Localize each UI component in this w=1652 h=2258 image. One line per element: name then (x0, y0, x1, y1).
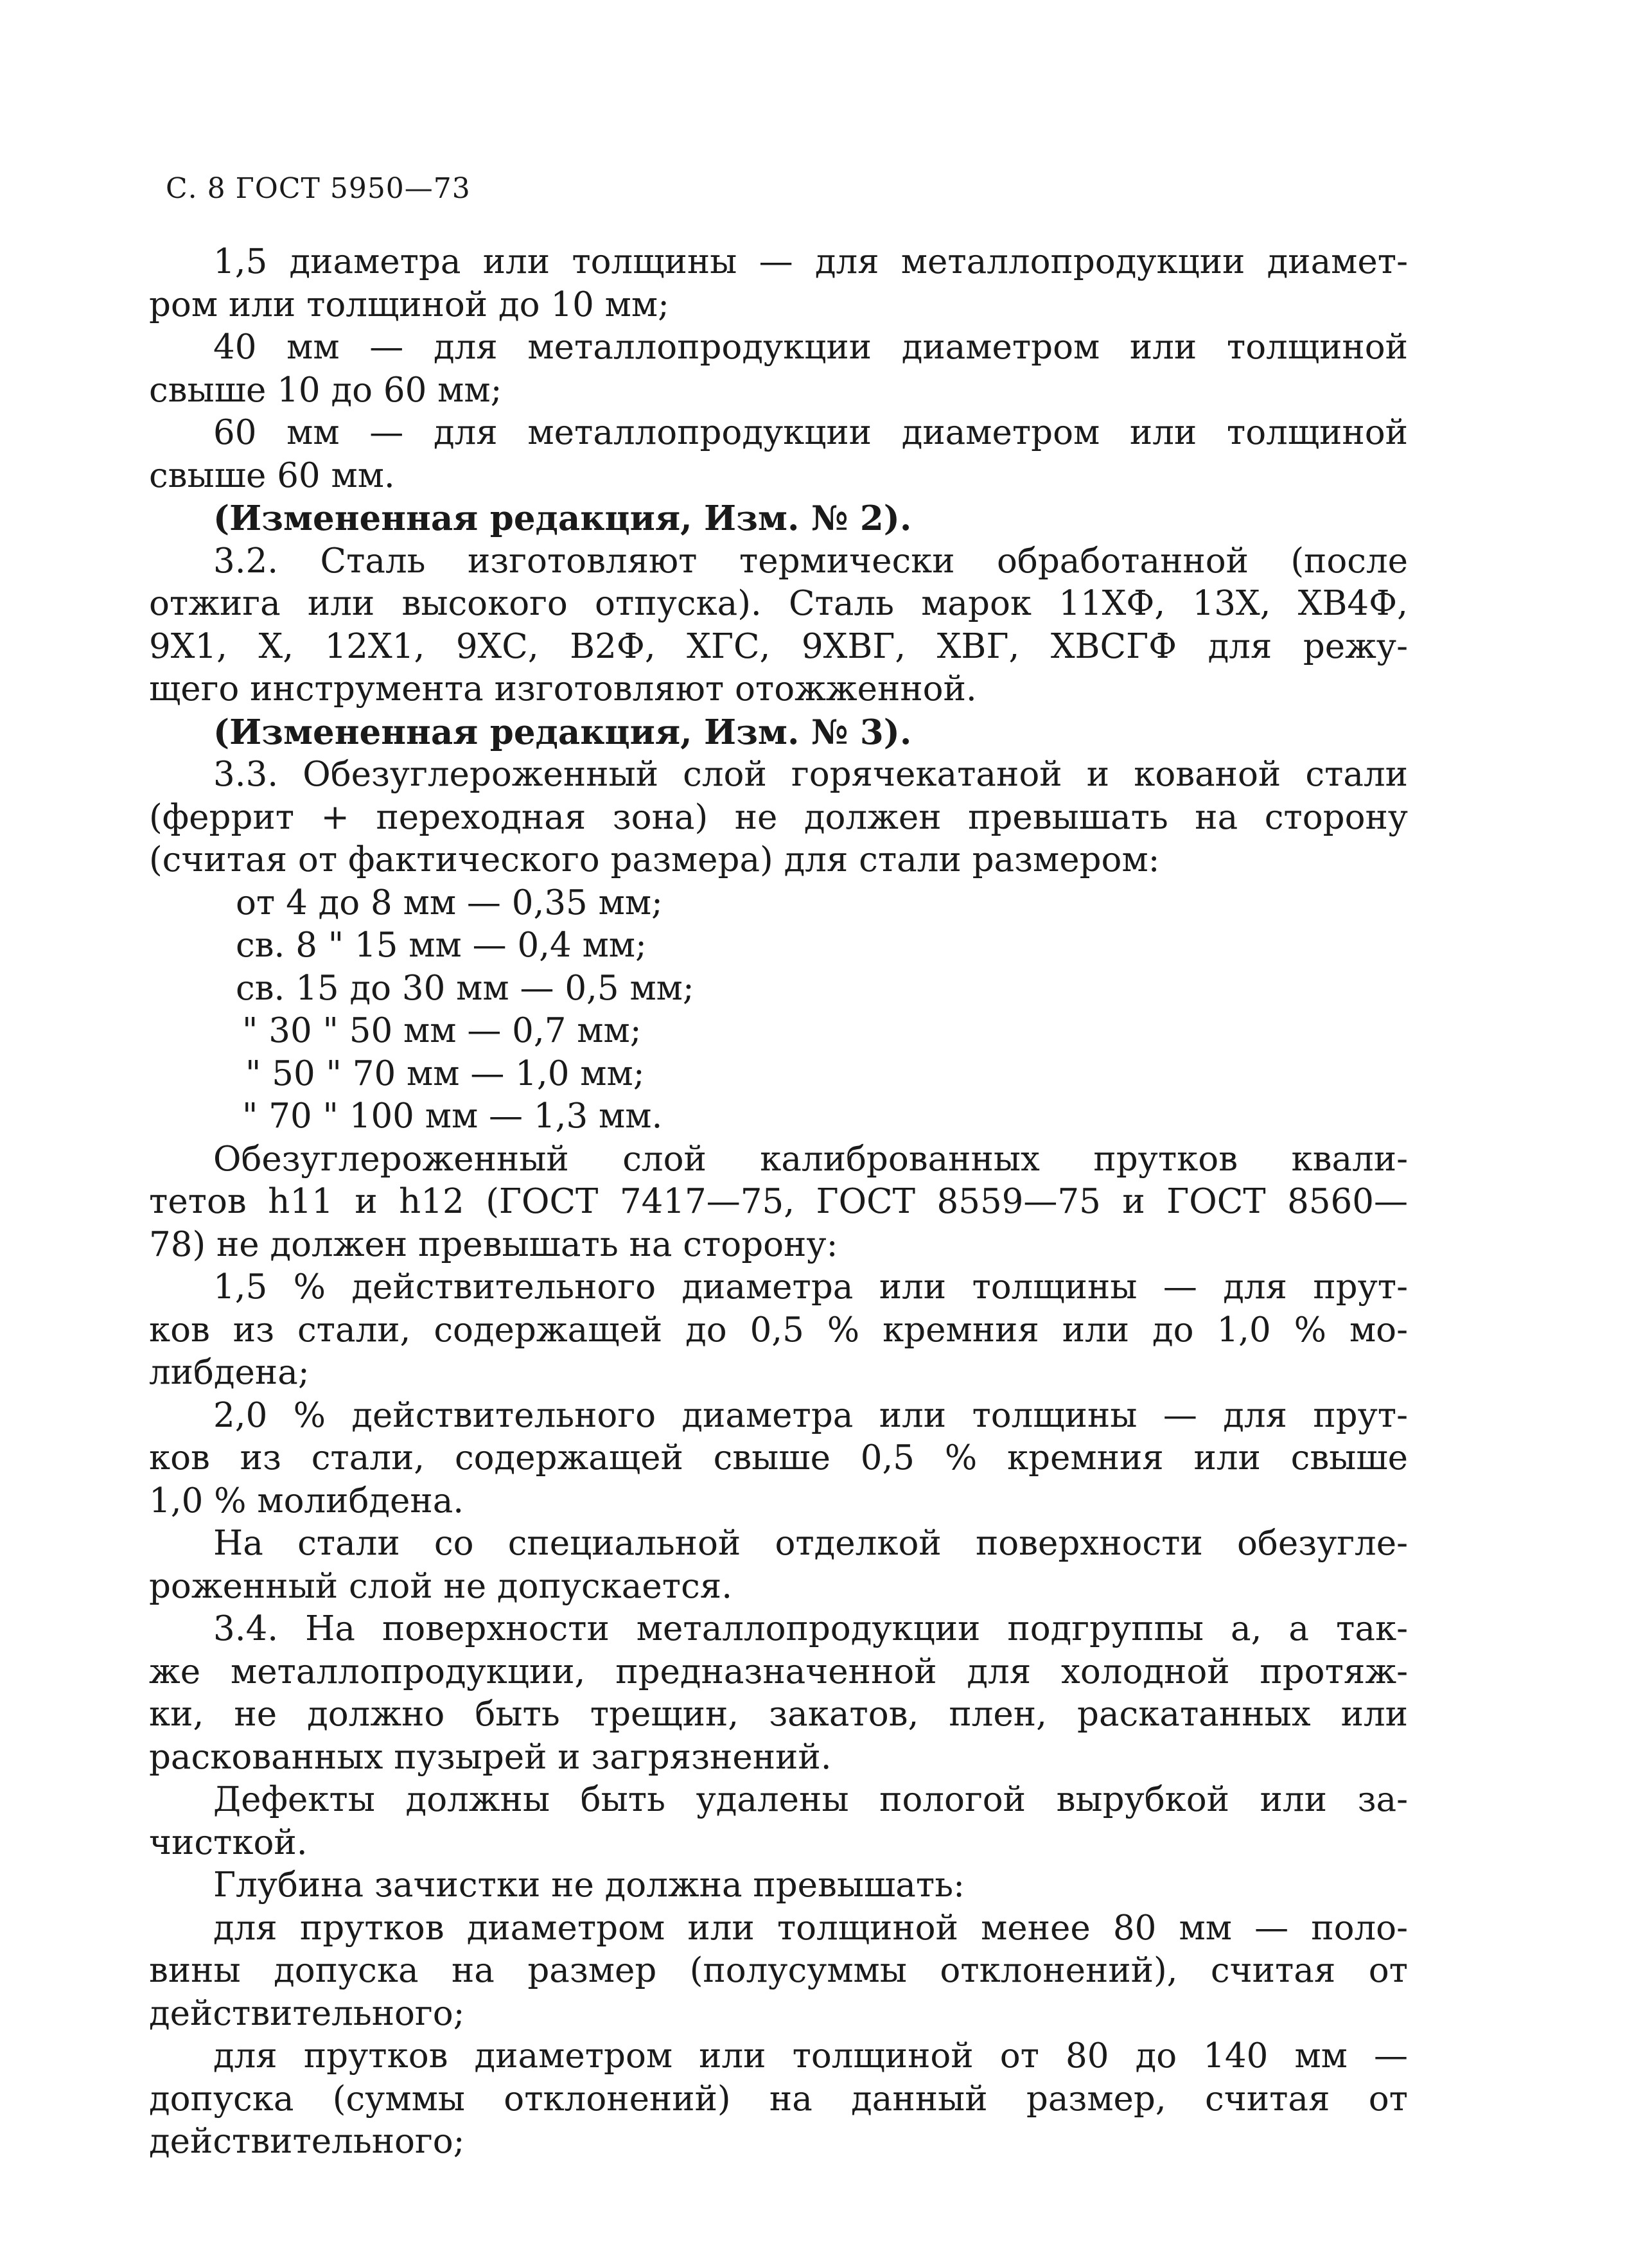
text-line: 3.4. На поверхности металлопродукции подгруппы а, а так- (213, 1609, 1408, 1648)
text-line: 1,0 % молибдена. (149, 1481, 464, 1521)
text-line: допуска (суммы отклонений) на данный размер, считая от (149, 2079, 1408, 2119)
text-line: (считая от фактического размера) для стали размером: (149, 840, 1160, 879)
text-line: щего инструмента изготовляют отожженной. (149, 669, 977, 709)
text-line: На стали со специальной отделкой поверхности обезугле- (213, 1524, 1408, 1563)
text-line: вины допуска на размер (полусуммы отклонений), считая от (149, 1951, 1408, 1990)
size-range-line: св. 8 " 15 мм — 0,4 мм; (236, 926, 647, 965)
text-line: ков из стали, содержащей свыше 0,5 % кремния или свыше (149, 1438, 1408, 1477)
text-line: для прутков диаметром или толщиной менее 80 мм — поло- (213, 1908, 1408, 1948)
amendment-note: (Измененная редакция, Изм. № 3). (213, 712, 912, 752)
text-line: свыше 60 мм. (149, 455, 395, 495)
text-line: 2,0 % действительного диаметра или толщины — для прут- (213, 1395, 1408, 1435)
text-line: отжига или высокого отпуска). Сталь марок 11ХФ, 13Х, ХВ4Ф, (149, 584, 1408, 623)
text-line: Глубина зачистки не должна превышать: (213, 1865, 965, 1905)
text-line: свыше 10 до 60 мм; (149, 370, 502, 410)
text-line: 1,5 диаметра или толщины — для металлопродукции диамет- (213, 242, 1408, 281)
text-line: 1,5 % действительного диаметра или толщины — для прут- (213, 1267, 1408, 1307)
text-line: 3.3. Обезуглероженный слой горячекатаной и кованой стали (213, 755, 1408, 794)
size-range-line: " 70 " 100 мм — 1,3 мм. (242, 1097, 663, 1136)
text-line: раскованных пузырей и загрязнений. (149, 1737, 832, 1777)
text-line: ром или толщиной до 10 мм; (149, 285, 669, 324)
text-line: ки, не должно быть трещин, закатов, плен, раскатанных или (149, 1695, 1408, 1734)
text-line: либдена; (149, 1353, 310, 1392)
text-line: 3.2. Сталь изготовляют термически обработанной (после (213, 541, 1408, 581)
text-line: же металлопродукции, предназначенной для холодной протяж- (149, 1652, 1408, 1691)
text-line: Дефекты должны быть удалены пологой вырубкой или за- (213, 1780, 1408, 1819)
text-line: 78) не должен превышать на сторону: (149, 1224, 838, 1264)
text-line: ков из стали, содержащей до 0,5 % кремния или до 1,0 % мо- (149, 1310, 1408, 1350)
text-line: 40 мм — для металлопродукции диаметром или толщиной (213, 328, 1408, 367)
text-line: тетов h11 и h12 (ГОСТ 7417—75, ГОСТ 8559—75 и ГОСТ 8560— (149, 1182, 1408, 1221)
size-range-line: от 4 до 8 мм — 0,35 мм; (236, 883, 663, 922)
text-line: 60 мм — для металлопродукции диаметром или толщиной (213, 413, 1408, 452)
size-range-line: " 30 " 50 мм — 0,7 мм; (242, 1011, 642, 1050)
text-line: для прутков диаметром или толщиной от 80 до 140 мм — (213, 2036, 1408, 2076)
text-line: (феррит + переходная зона) не должен превышать на сторону (149, 797, 1408, 837)
text-line: действительного; (149, 2122, 465, 2161)
text-line: роженный слой не допускается. (149, 1566, 733, 1606)
document-body (149, 241, 1408, 2164)
text-line: Обезуглероженный слой калиброванных прутков квали- (213, 1139, 1408, 1179)
text-line: чисткой. (149, 1822, 308, 1862)
size-range-line: " 50 " 70 мм — 1,0 мм; (245, 1054, 645, 1093)
text-line: 9Х1, Х, 12Х1, 9ХС, В2Ф, ХГС, 9ХВГ, ХВГ, ХВСГФ для режу- (149, 626, 1408, 666)
page-header: С. 8 ГОСТ 5950—73 (166, 172, 471, 205)
text-line: действительного; (149, 1993, 465, 2033)
amendment-note: (Измененная редакция, Изм. № 2). (213, 498, 912, 538)
size-range-line: св. 15 до 30 мм — 0,5 мм; (236, 968, 694, 1008)
